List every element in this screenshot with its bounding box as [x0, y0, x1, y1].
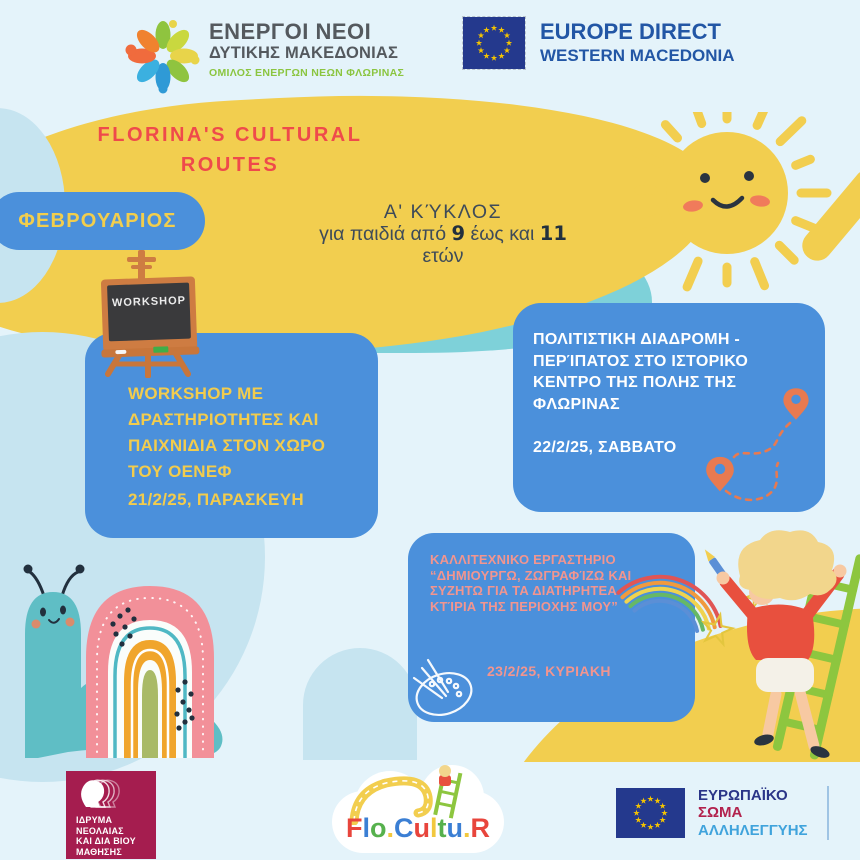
event-title: ΚΑΛΛΙΤΕΧΝΙΚΟ ΕΡΓΑΣΤΗΡΙΟ “ΔΗΜΙΟΥΡΓΩ, ΖΩΓΡΑΦΊΖΩ ΚΑΙ ΣΥΖΗΤΩ ΓΙΑ ΤΑ ΔΙΑΤΗΡΗΤΕΑ ΚΤΊΡΙΑ ΤΗΣ ΠΕΡΙΟΧΗΣ ΜΟΥ”: [430, 552, 632, 614]
workshop-board-label: WORKSHOP: [111, 294, 187, 310]
background-dome-pale: [303, 648, 417, 760]
inedivim-text: [76, 815, 136, 857]
europe-direct-subtitle: WESTERN MACEDONIA: [540, 46, 735, 65]
month-badge-label: ΦΕΒΡΟΥΑΡΙΟΣ: [18, 209, 177, 232]
event-date: 23/2/25, ΚΥΡΙΑΚΗ: [487, 663, 611, 679]
solidarity-line3: ΑΛΛΗΛΕΓΓΥΗΣ: [698, 821, 808, 839]
divider: [827, 786, 829, 840]
poster-title: [50, 120, 410, 180]
cycle-age-to: 11: [539, 222, 567, 245]
cycle-age-from: 9: [451, 222, 466, 245]
event-title: WORKSHOP ΜΕ ΔΡΑΣΤΗΡΙΟΤΗΤΕΣ ΚΑΙ ΠΑΙΧΝΙΔΙΑ ΣΤΟΝ ΧΩΡΟ ΤΟΥ ΟΕΝΕΦ: [128, 384, 326, 481]
inedivim-logo: [66, 771, 156, 859]
flocultur-logo: [328, 763, 508, 860]
paint-palette-icon: [402, 648, 480, 720]
chalkboard-easel-icon: [88, 250, 220, 378]
inedivim-line: ΜΑΘΗΣΗΣ: [76, 846, 122, 857]
flocultur-wordmark: Flo.Cultu.R: [345, 813, 491, 843]
oenef-flower-icon: [125, 12, 201, 94]
cycle-audience-suffix: ετών: [422, 245, 464, 267]
inedivim-line: ΙΔΡΥΜΑ: [76, 815, 113, 825]
oenef-logo-title: ΕΝΕΡΓΟΙ ΝΕΟΙ: [209, 19, 372, 44]
event-date: 21/2/25, ΠΑΡΑΣΚΕΥΗ: [128, 490, 304, 509]
solidarity-line1: ΕΥΡΩΠΑΪΚΟ: [698, 786, 788, 804]
cycle-audience-mid: έως και: [465, 223, 540, 245]
cycle-info: [243, 201, 643, 267]
cycle-heading: Α' ΚΎΚΛΟΣ: [383, 201, 503, 223]
solidarity-corps-logo: [616, 786, 829, 840]
europe-direct-title: EUROPE DIRECT: [540, 19, 721, 44]
cycle-audience-prefix: για παιδιά από: [319, 223, 452, 245]
eu-flag-icon: [616, 788, 685, 838]
snail-icon: [8, 556, 240, 762]
solidarity-text: [698, 787, 808, 840]
event-card-cultural-walk: [513, 303, 825, 512]
month-badge: [0, 192, 205, 250]
poster-title-line1: FLORINA'S CULTURAL: [97, 124, 363, 146]
inedivim-line: ΚΑΙ ΔΙΑ ΒΙΟΥ: [76, 836, 136, 846]
boy-on-ladder-icon: [692, 518, 860, 763]
europe-direct-logo: [462, 16, 735, 70]
event-date: 22/2/25, ΣΑΒΒΑΤΟ: [533, 439, 677, 456]
map-pins-route-icon: [678, 365, 823, 510]
poster-title-line2: ROUTES: [180, 154, 280, 176]
oenef-logo-tagline: ΟΜΙΛΟΣ ΕΝΕΡΓΩΝ ΝΕΩΝ ΦΛΩΡΙΝΑΣ: [209, 67, 405, 79]
event-title: ΠΟΛΙΤΙΣΤΙΚΗ ΔΙΑΔΡΟΜΗ - ΠΕΡΊΠΑΤΟΣ ΣΤΟ ΙΣΤΟΡΙΚΟ ΚΕΝΤΡΟ ΤΗΣ ΠΟΛΗΣ ΤΗΣ ΦΛΩΡΙΝΑΣ: [533, 331, 749, 413]
eu-flag-icon: [462, 16, 526, 70]
solidarity-line2: ΣΩΜΑ: [698, 804, 743, 822]
profile-heads-icon: [74, 776, 122, 814]
oenef-logo-subtitle: ΔΥΤΙΚΗΣ ΜΑΚΕΔΟΝΙΑΣ: [209, 44, 399, 62]
oenef-logo: [125, 12, 404, 94]
inedivim-line: ΝΕΟΛΑΙΑΣ: [76, 825, 124, 836]
sun-icon: [632, 112, 842, 322]
cycle-audience: [243, 223, 643, 245]
